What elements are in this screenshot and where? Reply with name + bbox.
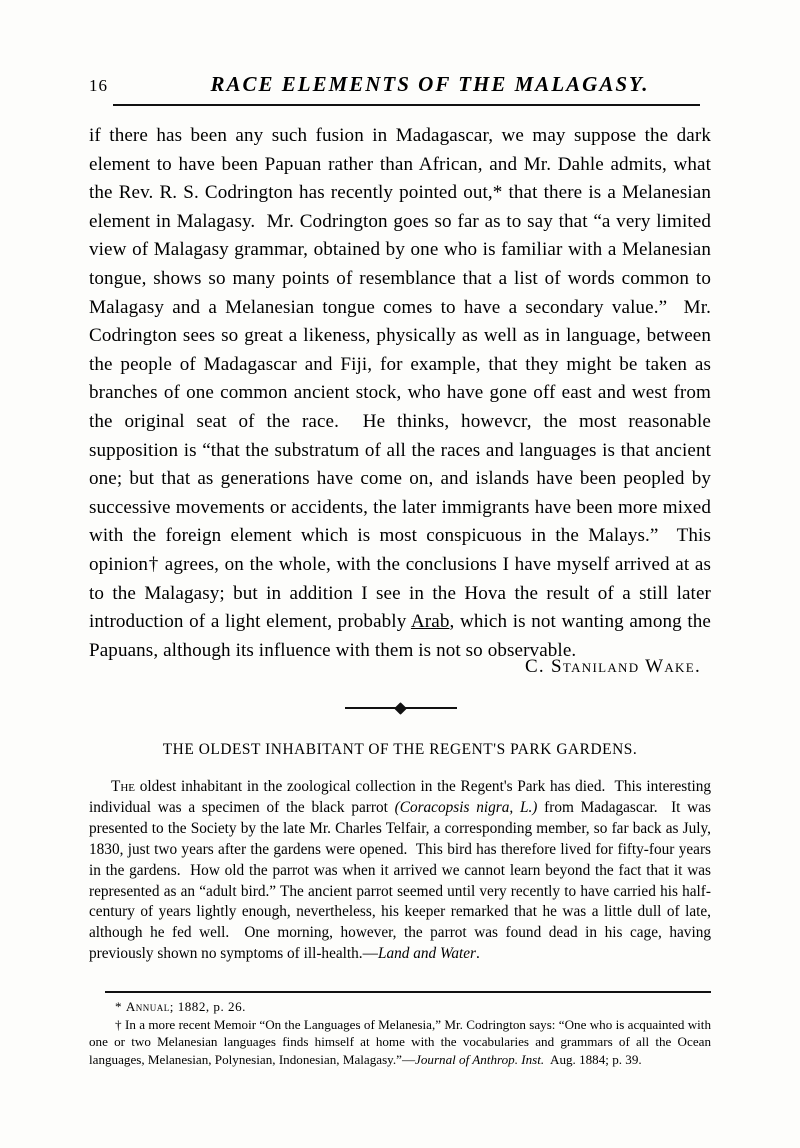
- footnote-separator-rule: [105, 991, 711, 993]
- footnote-item: [89, 998, 711, 1016]
- section-divider-ornament: [345, 703, 457, 713]
- running-head: [89, 72, 711, 102]
- running-title: RACE ELEMENTS OF THE MALAGASY.: [210, 72, 650, 96]
- footnote-text: In a more recent Memoir “On the Languages of Melanesia,” Mr. Codrington says: “One who is acquainted with one or two Melanesian languages finds himself at home with the vocabularies and grammars of all the Ocean languages, Melanesian, Polynesian, Indonesian, Malagasy.”—Journal of Anthrop. Inst. Aug. 1884; p. 39.: [89, 1016, 711, 1067]
- folio-number: 16: [89, 76, 108, 95]
- divider-diamond-icon: [394, 702, 407, 715]
- footnote-marker: †: [115, 1016, 122, 1032]
- footnote-text: Annual; 1882, p. 26.: [125, 999, 246, 1014]
- footnote-marker: *: [115, 999, 123, 1014]
- article-body: [89, 122, 711, 665]
- footnote-item: [89, 1016, 711, 1069]
- author-signature: [89, 656, 711, 678]
- footnotes-block: [89, 998, 711, 1068]
- second-article-paragraph: The oldest inhabitant in the zoological collection in the Regent's Park has died. This interesting individual was a specimen of the black parrot (Coracopsis nigra, L.) from Madagascar. It was presented to the Society by the late Mr. Charles Telfair, a corresponding member, so far back as July, 1830, just two years after the gardens were opened. This bird has therefore lived for fifty-four years in the gardens. How old the parrot was when it arrived we cannot learn beyond the fact that it was represented as an “adult bird.” The ancient parrot seemed until very recently to have carried his half-century of years lightly enough, nevertheless, his keeper remarked that he was a little dull of late, although he fed well. One morning, however, the parrot was found dead in his cage, having previously shown no symptoms of ill-health.—Land and Water.: [89, 778, 711, 963]
- header-rule: [113, 104, 700, 106]
- body-paragraph: if there has been any such fusion in Madagascar, we may suppose the dark element to have been Papuan rather than African, and Mr. Dahle admits, what the Rev. R. S. Codrington has recently pointed out,* that there is a Melanesian element in Malagasy. Mr. Codrington goes so far as to say that “a very limited view of Malagasy grammar, obtained by one who is familiar with a Melanesian tongue, shows so many points of resemblance that a list of words common to Malagasy and a Melanesian tongue comes to have a secondary value.” Mr. Codrington sees so great a likeness, physically as well as in language, between the people of Madagascar and Fiji, for example, that they might be taken as branches of one common ancient stock, who have gone off east and west from the original seat of the race. He thinks, howevcr, the most reasonable supposition is “that the substratum of all the races and languages is that ancient one; but that as generations have come on, and islands have been peopled by successive movements or accidents, the later immigrants have been more mixed with the foreign element which is most conspicuous in the Malays.” This opinion† agrees, on the whole, with the conclusions I have myself arrived at as to the Malagasy; but in addition I see in the Hova the result of a still later introduction of a light element, probably Arab, which is not wanting among the Papuans, although its influence with them is not so observable.: [89, 125, 712, 661]
- second-article-heading: THE OLDEST INHABITANT OF THE REGENT'S PARK GARDENS.: [162, 741, 638, 758]
- second-article-body: [89, 777, 711, 965]
- signature-text: C. Staniland Wake.: [524, 656, 701, 677]
